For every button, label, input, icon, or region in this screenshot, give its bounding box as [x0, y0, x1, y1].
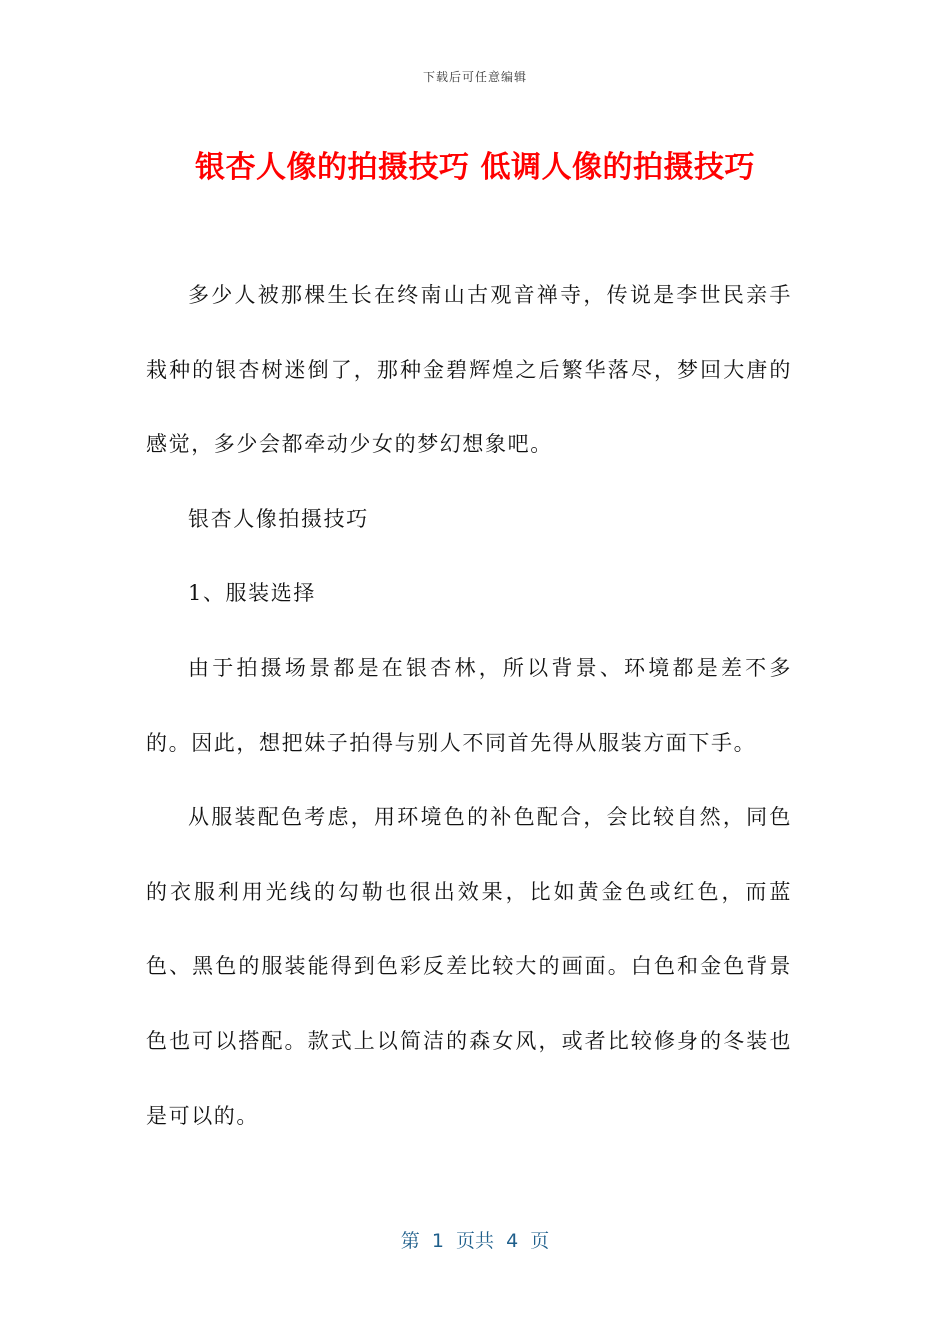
- document-title: 银杏人像的拍摄技巧 低调人像的拍摄技巧: [195, 150, 755, 185]
- paragraph-intro: 多少人被那棵生长在终南山古观音禅寺，传说是李世民亲手栽种的银杏树迷倒了，那种金碧辉煌之后繁华落尽，梦回大唐的感觉，多少会都牵动少女的梦幻想象吧。: [146, 283, 792, 457]
- page-number-footer: 第 1 页共 4 页: [400, 1230, 550, 1252]
- paragraph-background: 由于拍摄场景都是在银杏林，所以背景、环境都是差不多的。因此，想把妹子拍得与别人不同首先得从服装方面下手。: [146, 655, 792, 755]
- subsection-heading-clothing: 1、服装选择: [188, 581, 316, 606]
- section-heading: 银杏人像拍摄技巧: [188, 506, 369, 531]
- header-note: 下载后可任意编辑: [422, 70, 527, 84]
- document-body: [146, 258, 792, 1153]
- paragraph-color-matching: 从服装配色考虑，用环境色的补色配合，会比较自然，同色的衣服利用光线的勾勒也很出效果，比如黄金色或红色，而蓝色、黑色的服装能得到色彩反差比较大的画面。白色和金色背景色也可以搭配。款式上以简洁的森女风，或者比较修身的冬装也是可以的。: [146, 805, 792, 1128]
